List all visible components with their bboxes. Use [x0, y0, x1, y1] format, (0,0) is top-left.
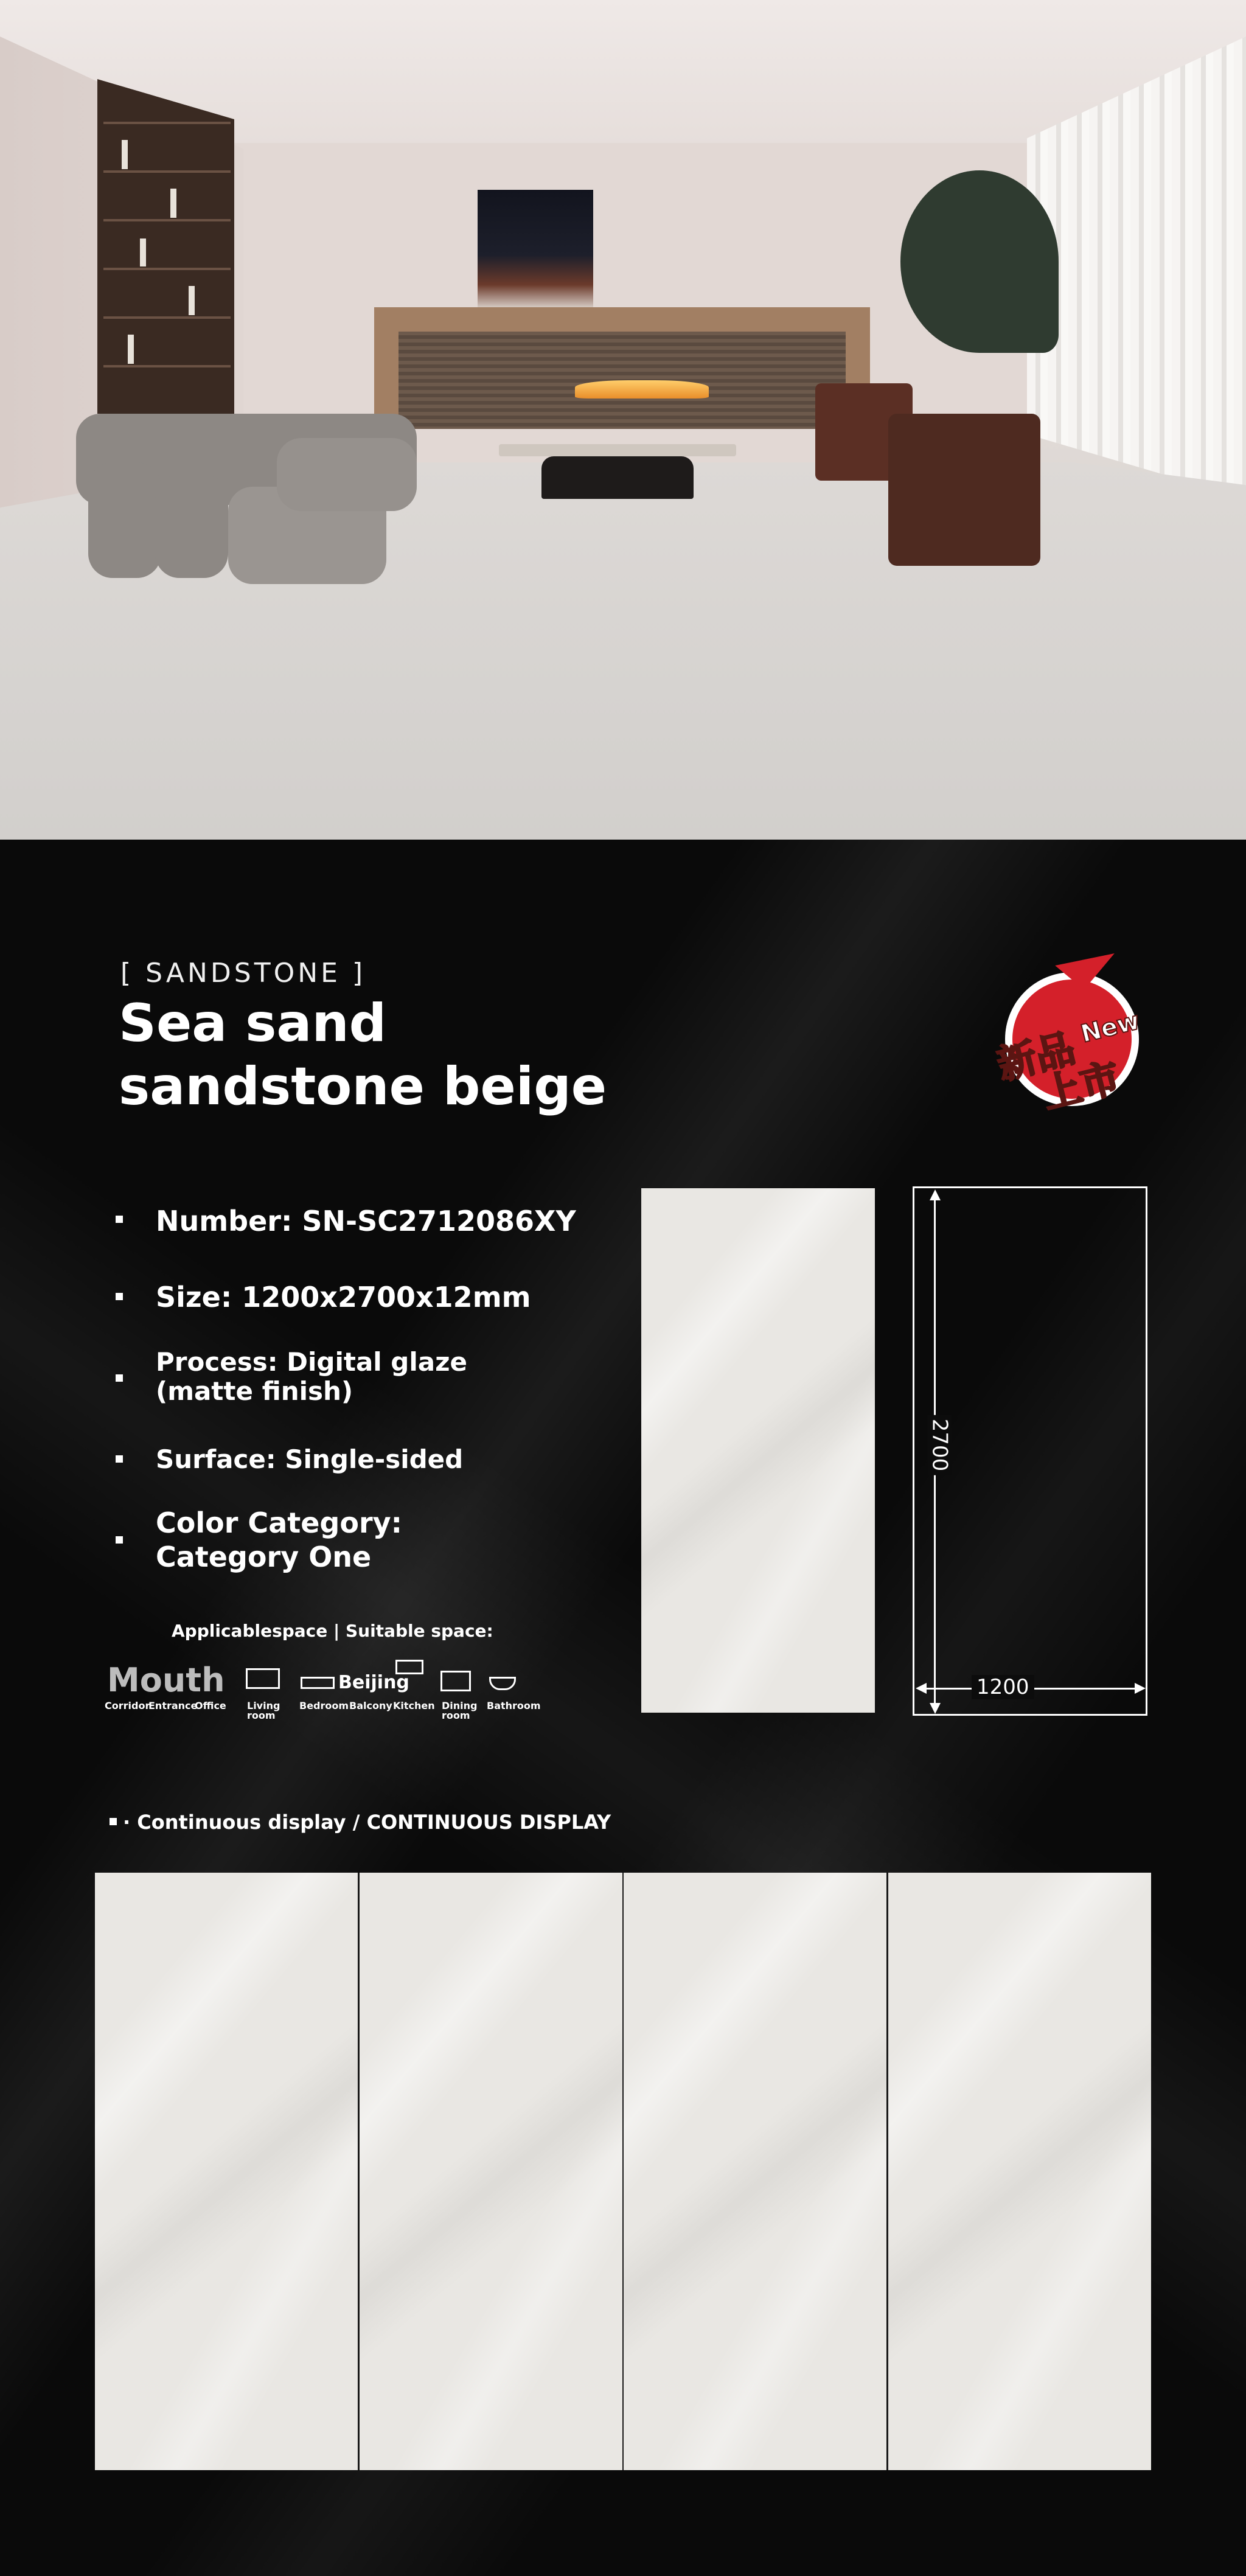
balcony-label: Balcony	[349, 1700, 392, 1711]
continuous-tile-4	[888, 1873, 1151, 2470]
continuous-tile-1	[95, 1873, 358, 2470]
applicable-space-icons	[105, 1660, 543, 1727]
bullet-icon	[116, 1455, 123, 1463]
beijing-label: Beijing	[338, 1672, 409, 1693]
kitchen-label: Kitchen	[393, 1700, 435, 1711]
continuous-tile-2	[360, 1873, 622, 2470]
arrow-down-icon	[930, 1703, 941, 1714]
bathroom-label: Bathroom	[487, 1700, 541, 1711]
badge-cn-top: 新品	[993, 1026, 1080, 1089]
hero-room-image	[0, 0, 1246, 840]
continuous-display-strip	[95, 1873, 1151, 2470]
living-room-label: Living room	[247, 1700, 280, 1721]
collection-tag: [ SANDSTONE ]	[120, 958, 366, 989]
arrow-right-icon	[1135, 1683, 1146, 1694]
bullet-icon	[116, 1293, 123, 1300]
height-value: 2700	[927, 1415, 952, 1475]
arrow-left-icon	[916, 1683, 927, 1694]
balcony-icon	[395, 1660, 423, 1674]
sofa	[76, 389, 429, 584]
bathtub-icon	[489, 1677, 516, 1690]
corridor-label: Corridor	[105, 1700, 150, 1711]
entrance-label: Entrance	[148, 1700, 198, 1711]
arrow-up-icon	[930, 1189, 941, 1200]
living-room-icon	[246, 1668, 280, 1689]
plant	[900, 170, 1059, 353]
dining-room-label: Dining room	[442, 1700, 478, 1721]
bedroom-label: Bedroom	[299, 1700, 349, 1711]
title-line-1: Sea sand	[119, 993, 387, 1054]
bullet-icon	[116, 1374, 123, 1382]
product-title	[119, 992, 607, 1118]
width-value: 1200	[972, 1675, 1034, 1699]
bullet-icon	[116, 1536, 123, 1544]
bookshelf	[97, 79, 234, 414]
bedroom-icon	[301, 1677, 335, 1689]
fire-flame	[575, 380, 709, 399]
title-line-2: sandstone beige	[119, 1056, 607, 1117]
bullet-icon	[110, 1818, 117, 1825]
coffee-table	[499, 444, 736, 505]
new-arrival-badge	[993, 936, 1145, 1124]
badge-cn-bottom: 上市	[1038, 1055, 1125, 1118]
dimension-diagram	[913, 1186, 1147, 1716]
badge-new-label: New	[1077, 1006, 1143, 1049]
tile-sample-image	[641, 1188, 875, 1713]
continuous-display-heading: · Continuous display / CONTINUOUS DISPLAY	[123, 1811, 611, 1834]
continuous-tile-3	[624, 1873, 886, 2470]
armchair-front	[888, 414, 1040, 566]
bullet-icon	[116, 1216, 123, 1223]
mouth-label: Mouth	[107, 1661, 225, 1699]
dining-room-icon	[440, 1671, 471, 1691]
applicable-space-title: Applicablespace | Suitable space:	[172, 1621, 493, 1641]
office-label: Office	[195, 1700, 226, 1711]
wall-painting	[478, 190, 593, 308]
fireplace	[374, 307, 870, 429]
